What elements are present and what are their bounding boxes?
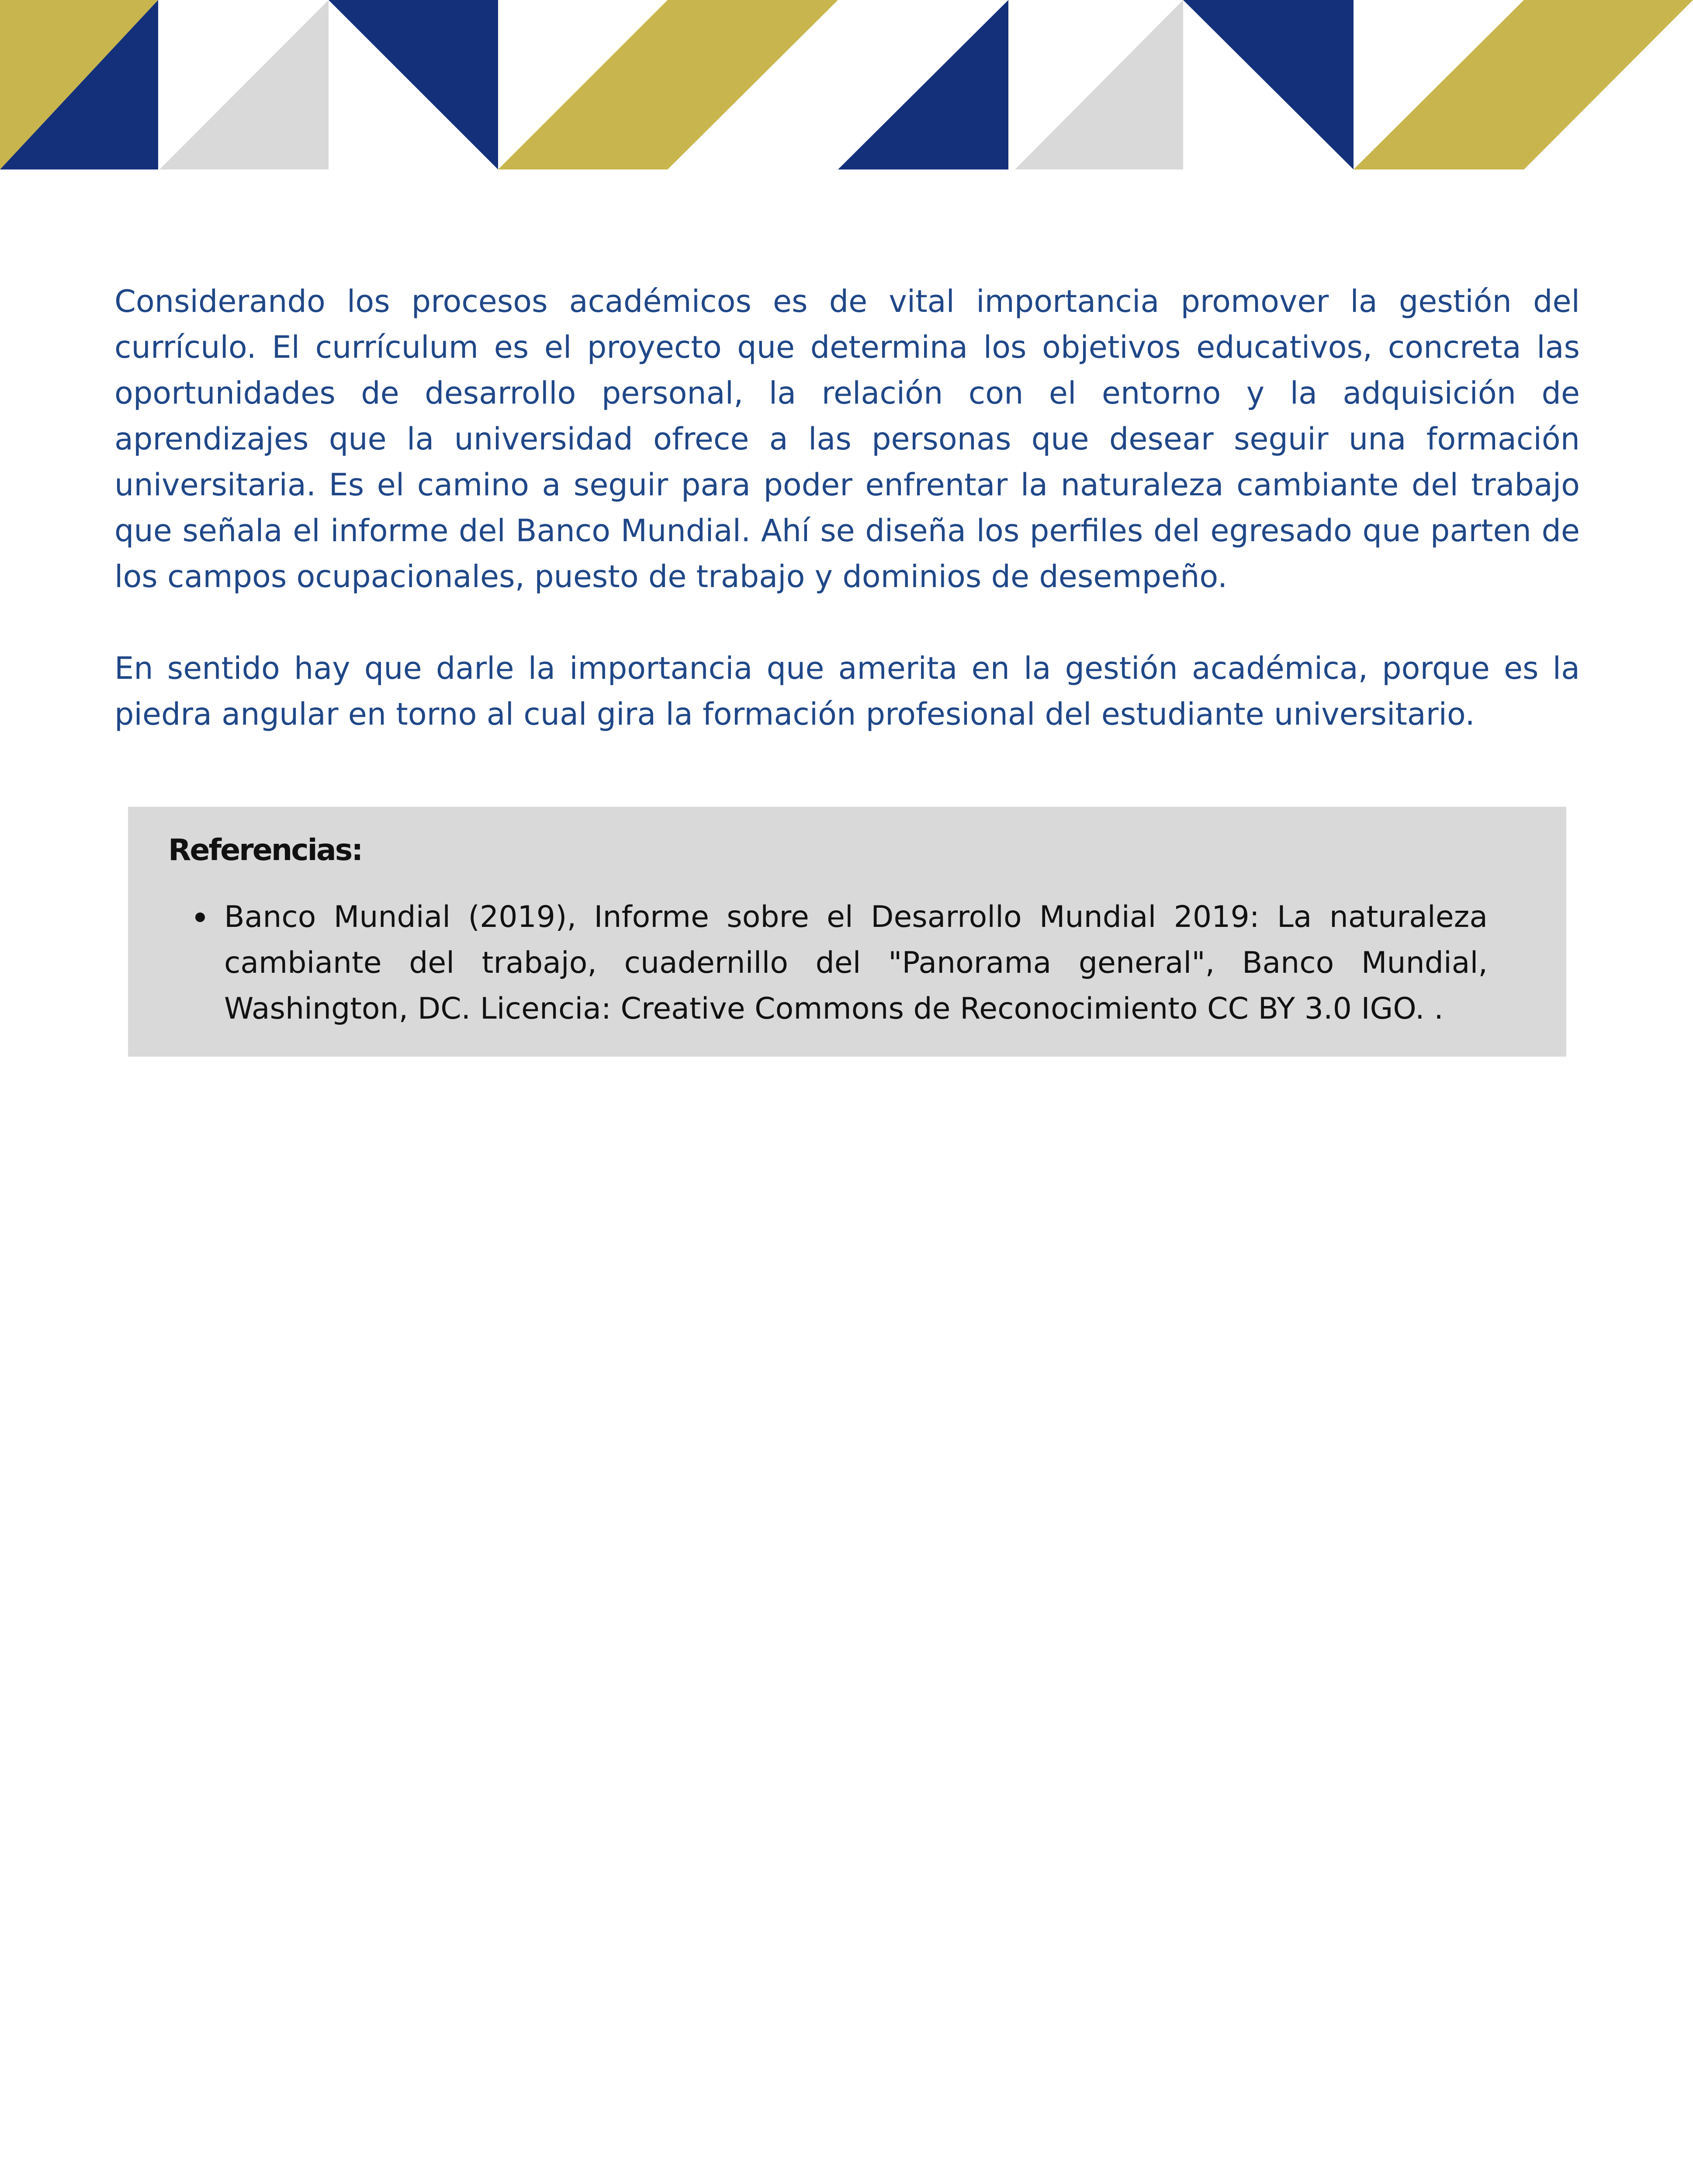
paragraph-curriculum: Considerando los procesos académicos es de vital importancia promover la gestión del currículo. El currículum es el proyecto que determina los objetivos educativos, concreta las oportunidades de desarrollo personal, la relación con el entorno y la adquisición de aprendizajes que la universidad ofrece a las personas que desear seguir una formación universitaria. Es el camino a seguir para poder enfrentar la naturaleza cambiante del trabajo que señala el informe del Banco Mundial. Ahí se diseña los perfiles del egresado que parten de los campos ocupacionales, puesto de trabajo y dominios de desempeño.	[114, 283, 1580, 594]
references-box	[128, 807, 1566, 1057]
band-triangle-navy	[329, 0, 498, 169]
main-body-text	[114, 279, 1580, 783]
reference-item	[168, 894, 1488, 1032]
reference-text: Banco Mundial (2019), Informe sobre el Desarrollo Mundial 2019: La naturaleza cambiante del trabajo, cuadernillo del "Panorama general", Banco Mundial, Washington, DC. Licencia: Creative Commons de Reconocimiento CC BY 3.0 IGO. .	[224, 900, 1488, 1026]
band-triangle-gray	[159, 0, 329, 169]
band-triangle-gold	[1524, 0, 1693, 169]
references-list	[168, 894, 1488, 1032]
band-triangle-gray	[1015, 0, 1183, 169]
bullet-icon	[195, 912, 205, 922]
band-triangle-gold	[498, 0, 668, 169]
band-triangle-gold	[668, 0, 838, 169]
paragraph-importance: En sentido hay que darle la importancia que amerita en la gestión académica, porque es la piedra angular en torno al cual gira la formación profesional del estudiante universitario.	[114, 650, 1580, 732]
references-title: Referencias:	[168, 833, 362, 867]
decorative-triangle-band	[0, 0, 1693, 169]
band-triangle-gold	[1354, 0, 1524, 169]
band-triangle-navy	[1183, 0, 1354, 169]
band-triangle-navy	[838, 0, 1008, 169]
